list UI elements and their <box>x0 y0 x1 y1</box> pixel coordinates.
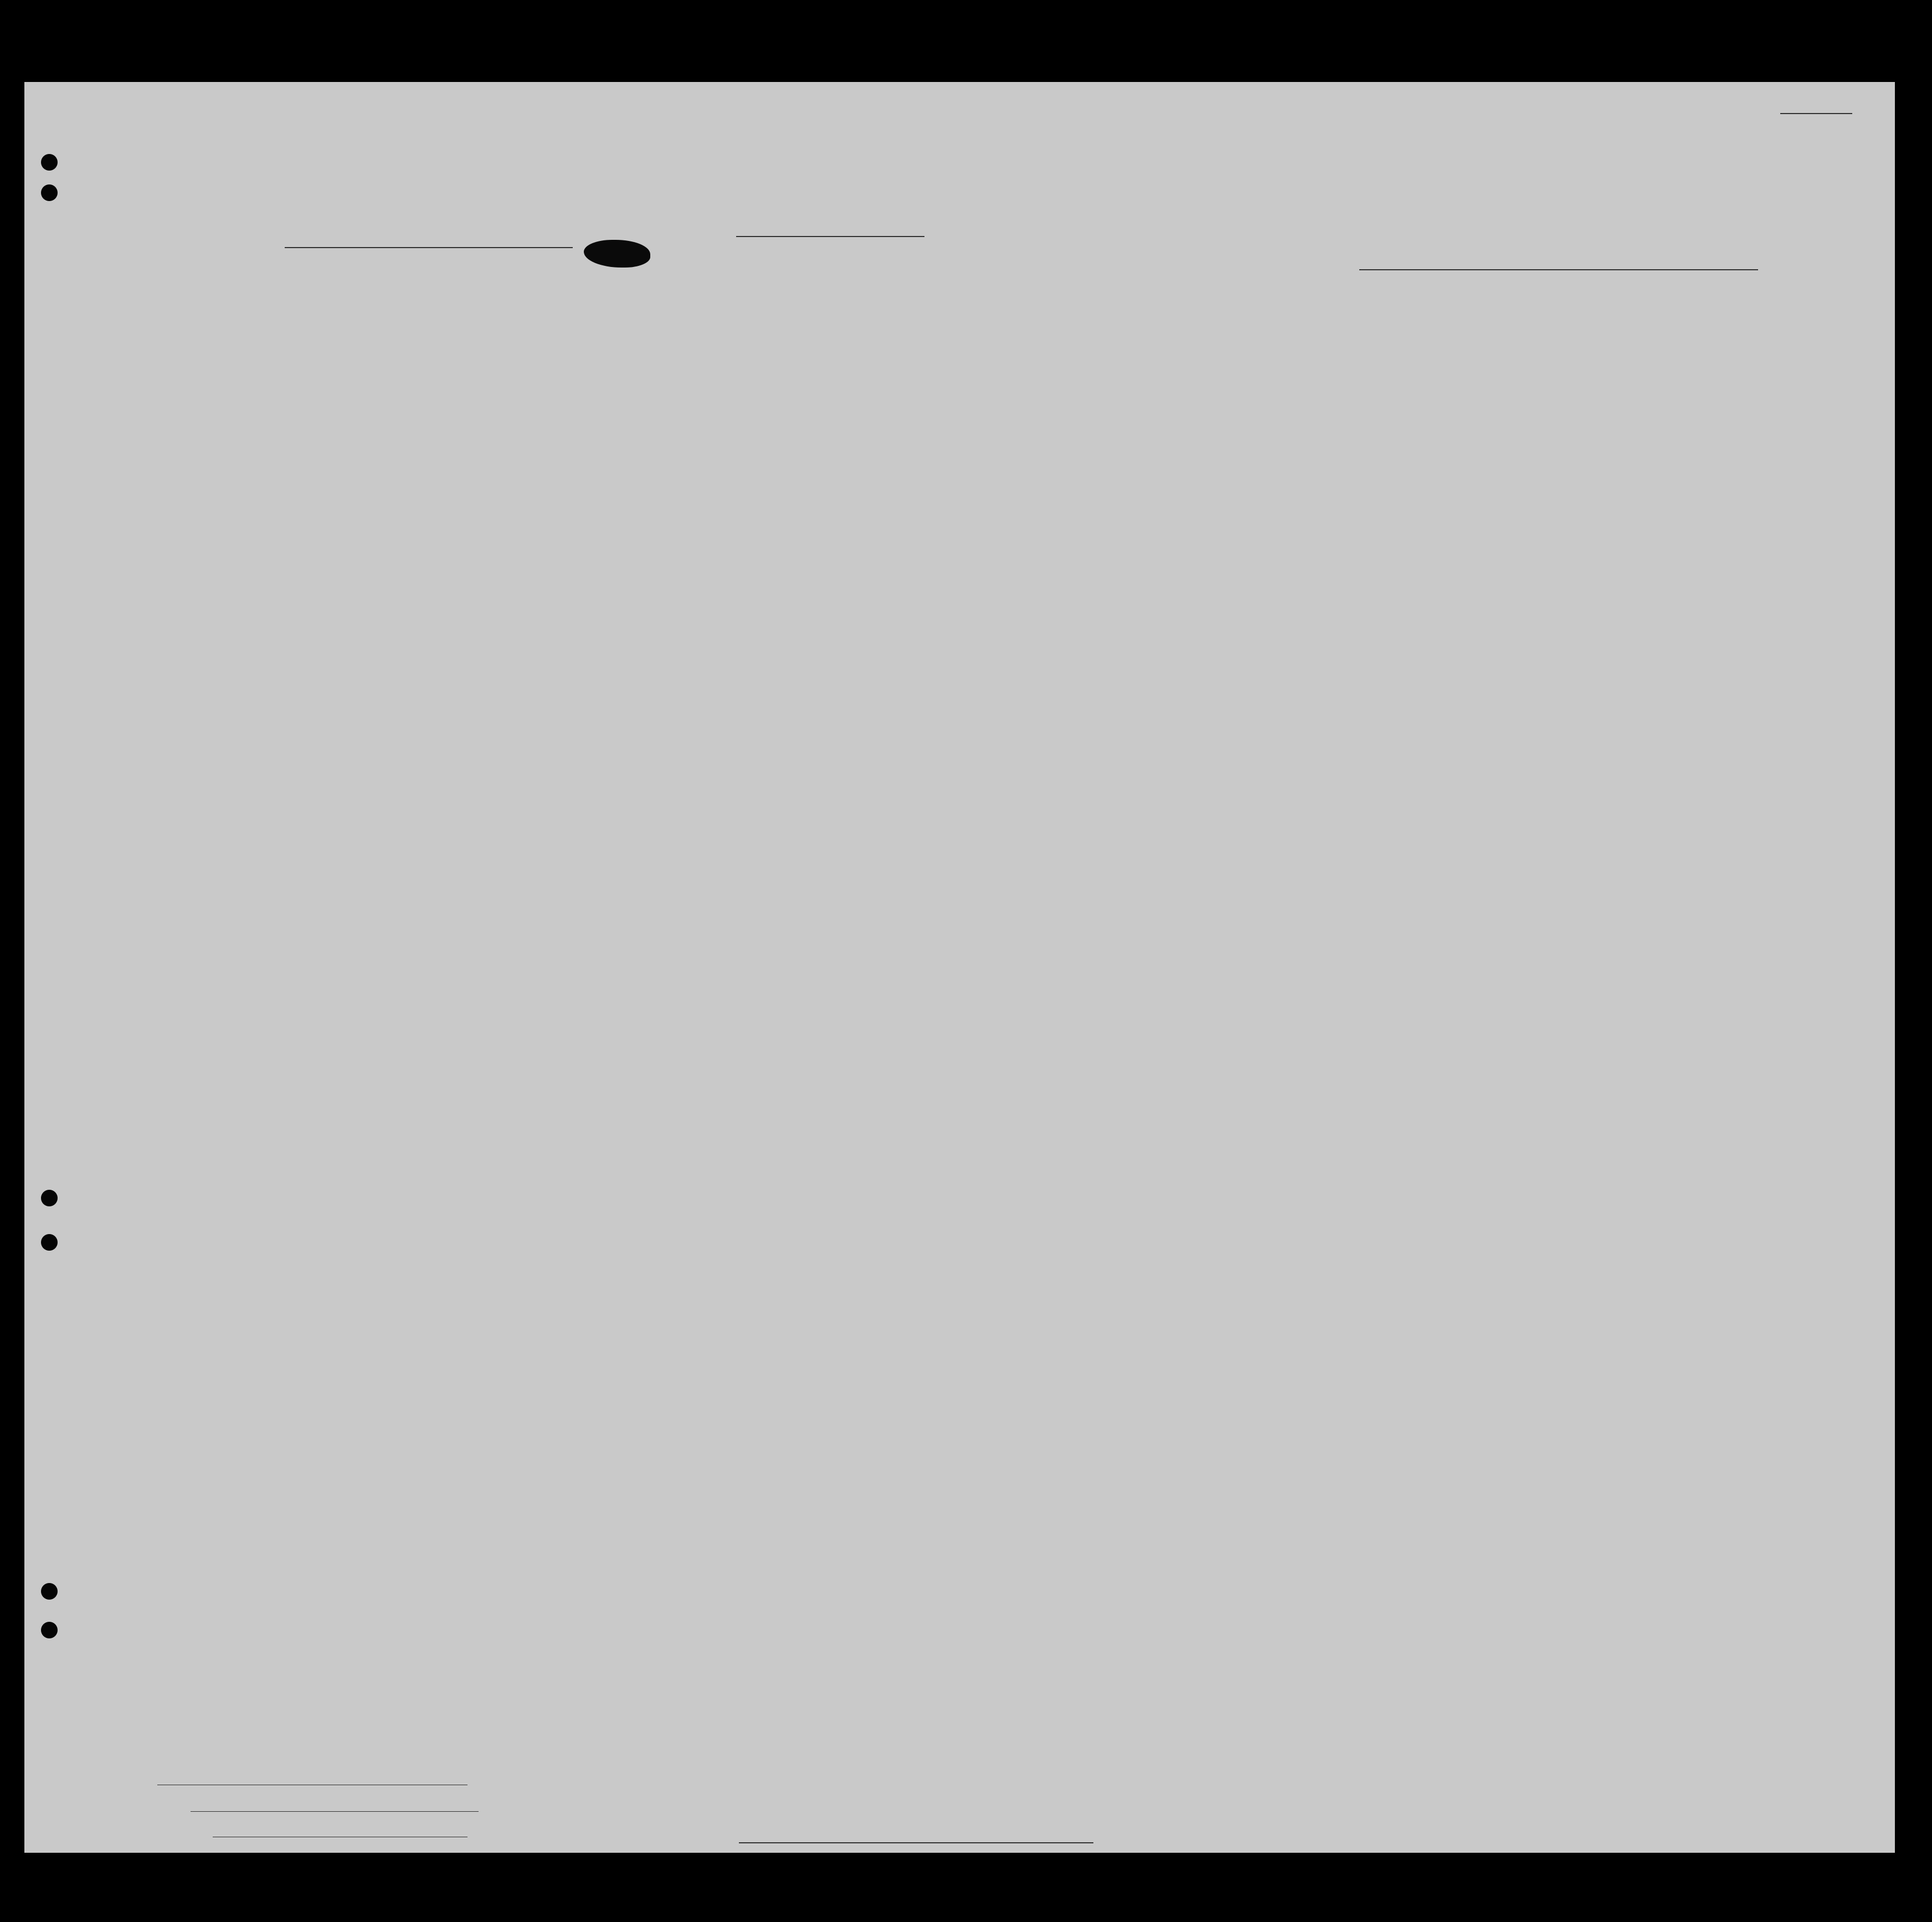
manifest-sheet <box>24 82 1895 1853</box>
signature-rule <box>739 1842 1093 1843</box>
binder-hole <box>41 1622 58 1638</box>
owners-value <box>191 1811 479 1812</box>
binder-hole <box>41 184 58 201</box>
arriving-port <box>736 236 924 237</box>
binder-hole <box>41 1234 58 1251</box>
binder-hole <box>41 1583 58 1600</box>
binder-hole <box>41 1190 58 1206</box>
vessel-name <box>285 247 573 248</box>
sheet-number <box>1780 113 1852 114</box>
ink-blot <box>584 240 650 268</box>
crew-manifest-table <box>102 281 1888 1763</box>
binder-hole <box>41 154 58 171</box>
vessel-line-rule <box>1359 269 1758 270</box>
